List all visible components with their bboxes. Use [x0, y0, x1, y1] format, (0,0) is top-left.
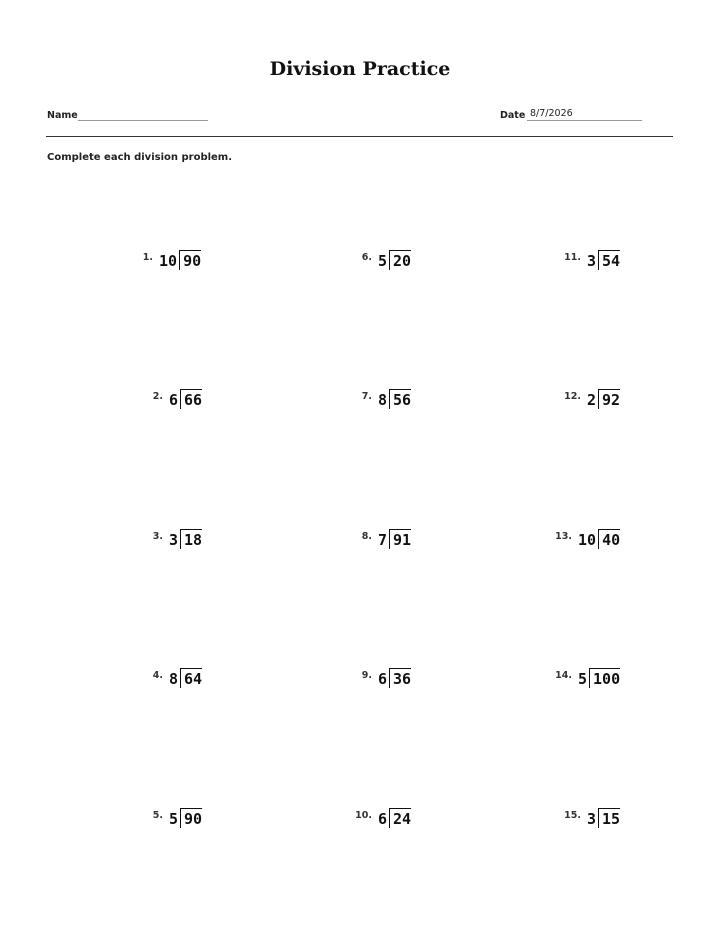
divisor: 6 [378, 670, 388, 688]
instructions: Complete each division problem. [47, 152, 233, 163]
problem-number: 14. [555, 670, 572, 681]
problem-number: 5. [152, 810, 163, 821]
problem-14 [540, 668, 640, 698]
divisor: 3 [587, 810, 597, 828]
problem-number: 8. [361, 531, 372, 542]
problem-1 [121, 250, 221, 280]
problem-7 [340, 389, 440, 419]
divisor: 7 [378, 531, 388, 549]
page-title: Division Practice [269, 58, 451, 80]
problem-number: 4. [152, 670, 163, 681]
division-expression [169, 389, 202, 409]
problem-number: 3. [152, 531, 163, 542]
problem-5 [131, 808, 231, 838]
dividend: 56 [389, 389, 411, 409]
problem-8 [340, 529, 440, 559]
division-expression [378, 808, 411, 828]
problem-number: 1. [142, 252, 153, 263]
division-expression [587, 808, 620, 828]
division-expression [378, 389, 411, 409]
divisor: 5 [169, 810, 179, 828]
problem-number: 13. [555, 531, 572, 542]
problem-12 [549, 389, 649, 419]
divisor: 3 [587, 252, 597, 270]
division-expression [578, 668, 620, 688]
division-expression [169, 529, 202, 549]
dividend: 66 [180, 389, 202, 409]
divisor: 5 [578, 670, 588, 688]
divisor: 10 [578, 531, 597, 549]
problem-3 [131, 529, 231, 559]
problem-number: 7. [361, 391, 372, 402]
dividend: 18 [180, 529, 202, 549]
problem-number: 12. [564, 391, 581, 402]
division-expression [159, 250, 201, 270]
problem-number: 6. [361, 252, 372, 263]
division-expression [169, 808, 202, 828]
dividend: 90 [179, 250, 201, 270]
problem-4 [131, 668, 231, 698]
dividend: 54 [598, 250, 620, 270]
date-label: Date [500, 110, 526, 121]
divisor: 10 [159, 252, 178, 270]
division-expression [169, 668, 202, 688]
problem-11 [549, 250, 649, 280]
dividend: 91 [389, 529, 411, 549]
problem-number: 10. [355, 810, 372, 821]
dividend: 64 [180, 668, 202, 688]
problem-number: 15. [564, 810, 581, 821]
divisor: 5 [378, 252, 388, 270]
dividend: 20 [389, 250, 411, 270]
division-expression [378, 529, 411, 549]
problem-2 [131, 389, 231, 419]
division-expression [587, 250, 620, 270]
name-label: Name [47, 110, 78, 121]
dividend: 36 [389, 668, 411, 688]
divisor: 6 [378, 810, 388, 828]
problem-number: 11. [564, 252, 581, 263]
problem-6 [340, 250, 440, 280]
problem-10 [340, 808, 440, 838]
divisor: 8 [378, 391, 388, 409]
division-expression [378, 668, 411, 688]
divisor: 3 [169, 531, 179, 549]
date-value: 8/7/2026 [530, 108, 573, 119]
divisor: 2 [587, 391, 597, 409]
division-expression [378, 250, 411, 270]
dividend: 15 [598, 808, 620, 828]
problem-9 [340, 668, 440, 698]
problem-number: 9. [361, 670, 372, 681]
division-expression [587, 389, 620, 409]
dividend: 40 [598, 529, 620, 549]
dividend: 90 [180, 808, 202, 828]
problem-15 [549, 808, 649, 838]
division-expression [578, 529, 620, 549]
problem-number: 2. [152, 391, 163, 402]
problem-13 [540, 529, 640, 559]
divisor: 8 [169, 670, 179, 688]
dividend: 24 [389, 808, 411, 828]
dividend: 100 [589, 668, 620, 688]
dividend: 92 [598, 389, 620, 409]
divisor: 6 [169, 391, 179, 409]
